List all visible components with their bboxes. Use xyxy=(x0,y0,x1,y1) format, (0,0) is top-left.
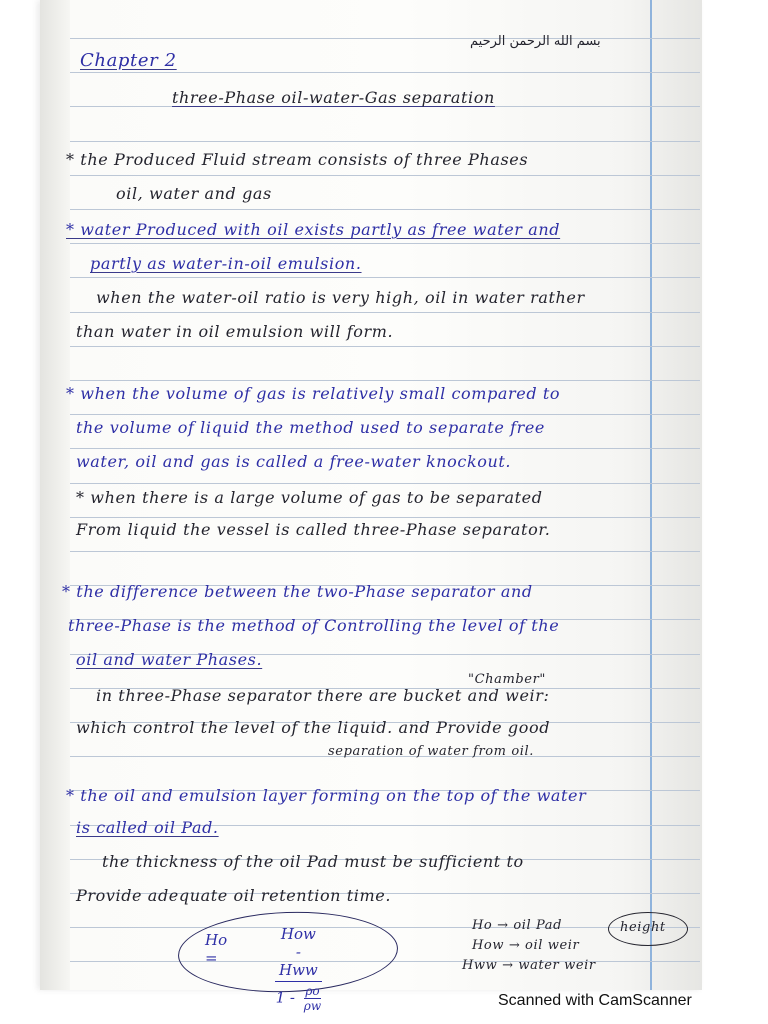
legend-item: Ho → oil Pad xyxy=(472,918,563,933)
note-line: * when the volume of gas is relatively small compared to xyxy=(66,384,561,403)
ruled-line xyxy=(70,414,700,415)
formula-denominator xyxy=(275,982,322,1013)
formula-numerator: How - Hww xyxy=(275,925,322,982)
chamber-annotation: "Chamber" xyxy=(468,672,546,687)
note-line: the thickness of the oil Pad must be sufficient to xyxy=(102,852,524,871)
density-ratio xyxy=(304,984,321,1013)
formula-fraction xyxy=(275,925,322,1013)
ruled-line xyxy=(70,448,700,449)
note-line: oil, water and gas xyxy=(116,184,272,203)
note-line: * the difference between the two-Phase separator and xyxy=(62,582,533,601)
ruled-line xyxy=(70,141,700,142)
note-line: three-Phase is the method of Controlling the level of the xyxy=(68,616,560,635)
note-line: * water Produced with oil exists partly as free water and xyxy=(66,220,561,239)
section-subtitle: three-Phase oil-water-Gas separation xyxy=(172,88,495,107)
note-line: * the Produced Fluid stream consists of three Phases xyxy=(66,150,529,169)
note-line: oil and water Phases. xyxy=(76,650,263,669)
note-line: when the water-oil ratio is very high, oil in water rather xyxy=(96,288,585,307)
note-line: From liquid the vessel is called three-Phase separator. xyxy=(76,520,551,539)
ruled-line xyxy=(70,483,700,484)
ruled-line xyxy=(70,38,700,39)
page-spine xyxy=(40,0,70,990)
ruled-line xyxy=(70,175,700,176)
legend-item: Hww → water weir xyxy=(462,958,596,973)
ruled-line xyxy=(70,346,700,347)
arabic-header: بسم الله الرحمن الرحيم xyxy=(470,34,601,49)
chapter-title: Chapter 2 xyxy=(80,50,177,71)
ruled-line xyxy=(70,243,700,244)
note-line: partly as water-in-oil emulsion. xyxy=(90,254,362,273)
note-line: Provide adequate oil retention time. xyxy=(76,886,392,905)
ruled-line xyxy=(70,72,700,73)
note-line: water, oil and gas is called a free-water knockout. xyxy=(76,452,512,471)
note-line: is called oil Pad. xyxy=(76,818,219,837)
ruled-line xyxy=(70,380,700,381)
formula-lhs: Ho = xyxy=(205,931,228,967)
ruled-line xyxy=(70,312,700,313)
ruled-line xyxy=(70,927,700,928)
scanner-watermark: Scanned with CamScanner xyxy=(498,992,692,1009)
note-line: the volume of liquid the method used to separate free xyxy=(76,418,546,437)
ruled-line xyxy=(70,277,700,278)
ruled-line xyxy=(70,209,700,210)
height-note: height xyxy=(620,920,666,935)
note-line: which control the level of the liquid. and Provide good xyxy=(76,718,551,737)
note-line: in three-Phase separator there are bucket and weir: xyxy=(96,686,550,705)
legend-item: How → oil weir xyxy=(472,938,580,953)
margin-line xyxy=(650,0,652,990)
note-line: than water in oil emulsion will form. xyxy=(76,322,394,341)
ruled-line xyxy=(70,517,700,518)
note-line: * the oil and emulsion layer forming on the top of the water xyxy=(66,786,587,805)
formula-denominator-prefix: 1 - xyxy=(275,988,296,1007)
oil-density: ρo xyxy=(305,984,320,998)
ruled-line xyxy=(70,551,700,552)
note-line: separation of water from oil. xyxy=(328,744,535,759)
note-line: * when there is a large volume of gas to be separated xyxy=(76,488,543,507)
water-density: ρw xyxy=(303,999,322,1013)
